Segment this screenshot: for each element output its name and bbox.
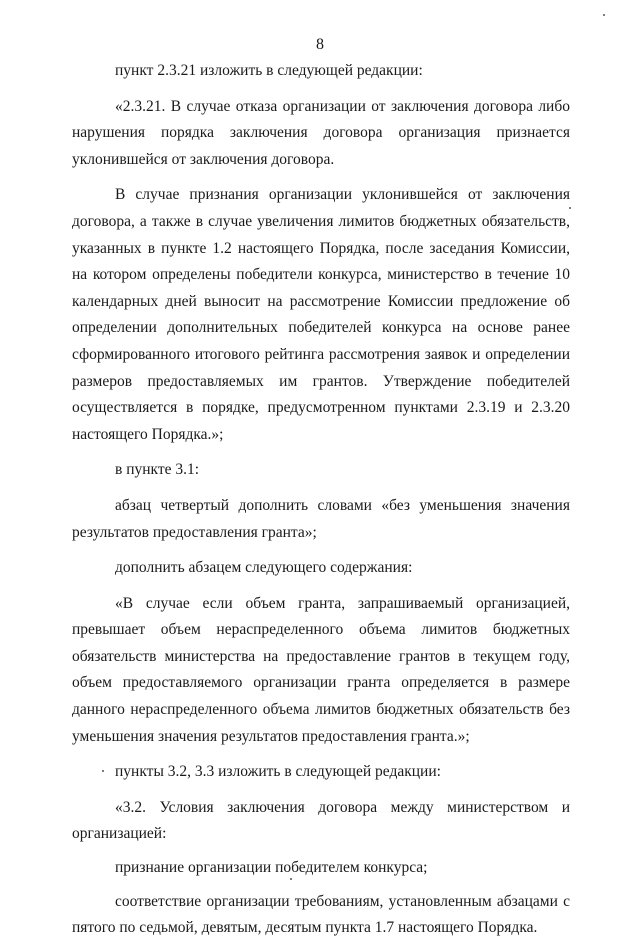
paragraph-2-3-21-text: «2.3.21. В случае отказа организации от заключения договора либо нарушения порядка заключения договора организация признается уклонившейся от заключения договора. [72, 97, 570, 168]
paragraph-amend-2-3-21: пункт 2.3.21 изложить в следующей редакции: [115, 62, 423, 79]
scan-speck [569, 207, 571, 209]
paragraph-winner-recognition: признание организации победителем конкурса; [115, 859, 428, 877]
paragraph-add-abzac: дополнить абзацем следующего содержания: [115, 559, 413, 577]
scan-speck [290, 878, 292, 880]
document-body [72, 58, 570, 951]
paragraph-fourth-abzac: абзац четвертый дополнить словами «без уменьшения значения результатов предоставления гранта»; [72, 496, 570, 541]
paragraph-in-3-1: в пункте 3.1: [115, 461, 200, 479]
paragraph-3-2-conditions: «3.2. Условия заключения договора между министерством и организацией: [72, 798, 570, 843]
paragraph-additional-winners: В случае признания организации уклонившейся от заключения договора, а также в случае увеличения лимитов бюджетных обязательств, указанных в пункте 1.2 настоящего Порядка, после заседания Комиссии, на котором определены победители конкурса, министерство в течение 10 календарных дней выносит на рассмотрение Комиссии предложение об определении дополнительных победителей конкурса на основе ранее сформированного итогового рейтинга рассмотрения заявок и определении размеров предоставляемых им грантов. Утверждение победителей осуществляется в порядке, предусмотренном пунктами 2.3.19 и 2.3.20 настоящего Порядка.»; [72, 186, 570, 443]
scan-speck [603, 14, 605, 16]
scan-speck [102, 770, 104, 772]
page-number: 8 [316, 36, 324, 53]
paragraph-amend-3-2-3-3: пункты 3.2, 3.3 изложить в следующей редакции: [115, 763, 441, 781]
paragraph-grant-volume: «В случае если объем гранта, запрашиваемый организацией, превышает объем нераспределенного объема лимитов бюджетных обязательств министерства на предоставление грантов в текущем году, объем предоставляемого организации гранта определяется в размере данного нераспределенного объема лимитов бюджетных обязательств без уменьшения значения результатов предоставления гранта.»; [72, 594, 570, 745]
paragraph-compliance: соответствие организации требованиям, установленным абзацами с пятого по седьмой, девятым, десятым пункта 1.7 настоящего Порядка. [72, 892, 570, 937]
